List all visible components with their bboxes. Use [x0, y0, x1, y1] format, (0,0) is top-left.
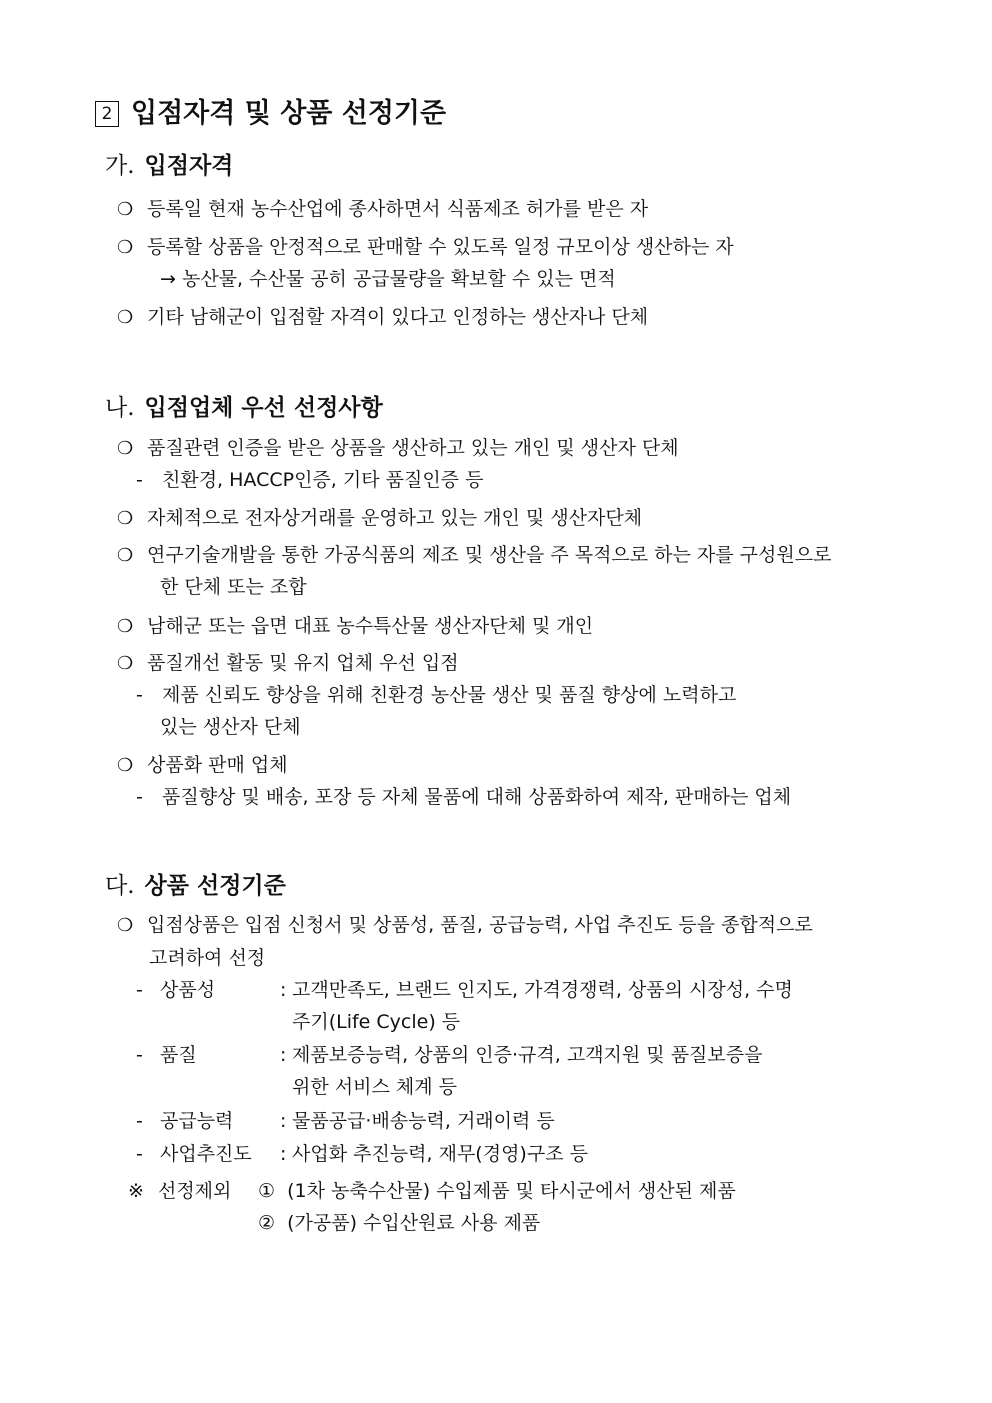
- criteria-key: 공급능력: [160, 1110, 234, 1132]
- list-item: ❍ 입점상품은 입점 신청서 및 상품성, 품질, 공급능력, 사업 추진도 등을 종합적으로: [117, 910, 813, 941]
- section-da-title: 다. 상품 선정기준: [105, 872, 286, 899]
- circle-bullet-icon: ❍: [117, 307, 134, 328]
- criteria-dash-icon: -: [136, 1044, 143, 1066]
- criteria-key: 사업추진도: [160, 1143, 252, 1165]
- criteria-value: 제품보증능력, 상품의 인증·규격, 고객지원 및 품질보증을: [292, 1044, 763, 1066]
- list-item: ❍ 연구기술개발을 통한 가공식품의 제조 및 생산을 주 목적으로 하는 자를 구성원으로: [117, 540, 831, 571]
- criteria-dash-icon: -: [136, 1110, 143, 1132]
- list-item-dash: - 제품 신뢰도 향상을 위해 친환경 농산물 생산 및 품질 향상에 노력하고: [136, 680, 736, 710]
- exclusion-label: 선정제외: [157, 1180, 232, 1202]
- criteria-value: 고객만족도, 브랜드 인지도, 가격경쟁력, 상품의 시장성, 수명: [292, 979, 793, 1001]
- dash-icon: -: [136, 786, 143, 808]
- criteria-colon: :: [280, 1143, 287, 1165]
- list-item: ❍ 품질개선 활동 및 유지 업체 우선 입점: [117, 648, 459, 679]
- criteria-colon: :: [280, 1044, 287, 1066]
- circle-bullet-icon: ❍: [117, 438, 134, 459]
- list-item-dash-continuation: 있는 생산자 단체: [160, 716, 301, 738]
- dash-icon: -: [136, 684, 143, 706]
- criteria-colon: :: [280, 979, 287, 1001]
- document-title: [95, 96, 446, 132]
- title-number-box: 2: [95, 101, 119, 127]
- circle-bullet-icon: ❍: [117, 199, 134, 220]
- exclusion-item: ② (가공품) 수입산원료 사용 제품: [258, 1212, 541, 1234]
- criteria-value-continuation: 주기(Life Cycle) 등: [292, 1011, 461, 1033]
- circle-bullet-icon: ❍: [117, 616, 134, 637]
- criteria-dash-icon: -: [136, 979, 143, 1001]
- criteria-value-continuation: 위한 서비스 체계 등: [292, 1076, 457, 1098]
- list-item-sub: → 농산물, 수산물 공히 공급물량을 확보할 수 있는 면적: [160, 268, 616, 290]
- list-item: ❍ 등록할 상품을 안정적으로 판매할 수 있도록 일정 규모이상 생산하는 자: [117, 232, 734, 263]
- circle-bullet-icon: ❍: [117, 653, 134, 674]
- list-item-dash: - 품질향상 및 배송, 포장 등 자체 물품에 대해 상품화하여 제작, 판매하는 업체: [136, 782, 791, 812]
- criteria-colon: :: [280, 1110, 287, 1132]
- list-item-continuation: 한 단체 또는 조합: [160, 576, 307, 598]
- criteria-dash-icon: -: [136, 1143, 143, 1165]
- list-item: ❍ 자체적으로 전자상거래를 운영하고 있는 개인 및 생산자단체: [117, 503, 642, 534]
- exclusion-note: [128, 1176, 231, 1206]
- list-item: ❍ 남해군 또는 읍면 대표 농수특산물 생산자단체 및 개인: [117, 611, 593, 642]
- section-na-title: 나. 입점업체 우선 선정사항: [105, 394, 383, 421]
- criteria-key: 품질: [160, 1044, 197, 1066]
- circle-bullet-icon: ❍: [117, 915, 134, 936]
- circle-bullet-icon: ❍: [117, 755, 134, 776]
- dash-icon: -: [136, 469, 143, 491]
- list-item-continuation: 고려하여 선정: [149, 947, 266, 969]
- exclusion-item: ① (1차 농축수산물) 수입제품 및 타시군에서 생산된 제품: [258, 1180, 736, 1202]
- reference-mark-icon: ※: [128, 1180, 144, 1202]
- circle-bullet-icon: ❍: [117, 545, 134, 566]
- criteria-key: 상품성: [160, 979, 216, 1001]
- criteria-value: 사업화 추진능력, 재무(경영)구조 등: [292, 1143, 588, 1165]
- list-item-dash: - 친환경, HACCP인증, 기타 품질인증 등: [136, 465, 483, 495]
- circle-bullet-icon: ❍: [117, 508, 134, 529]
- circle-bullet-icon: ❍: [117, 237, 134, 258]
- title-text: 입점자격 및 상품 선정기준: [131, 98, 447, 129]
- list-item: ❍ 기타 남해군이 입점할 자격이 있다고 인정하는 생산자나 단체: [117, 302, 648, 333]
- list-item: ❍ 등록일 현재 농수산업에 종사하면서 식품제조 허가를 받은 자: [117, 194, 648, 225]
- section-ga-title: 가. 입점자격: [105, 152, 234, 179]
- list-item: ❍ 품질관련 인증을 받은 상품을 생산하고 있는 개인 및 생산자 단체: [117, 433, 679, 464]
- list-item: ❍ 상품화 판매 업체: [117, 750, 288, 781]
- criteria-value: 물품공급·배송능력, 거래이력 등: [292, 1110, 555, 1132]
